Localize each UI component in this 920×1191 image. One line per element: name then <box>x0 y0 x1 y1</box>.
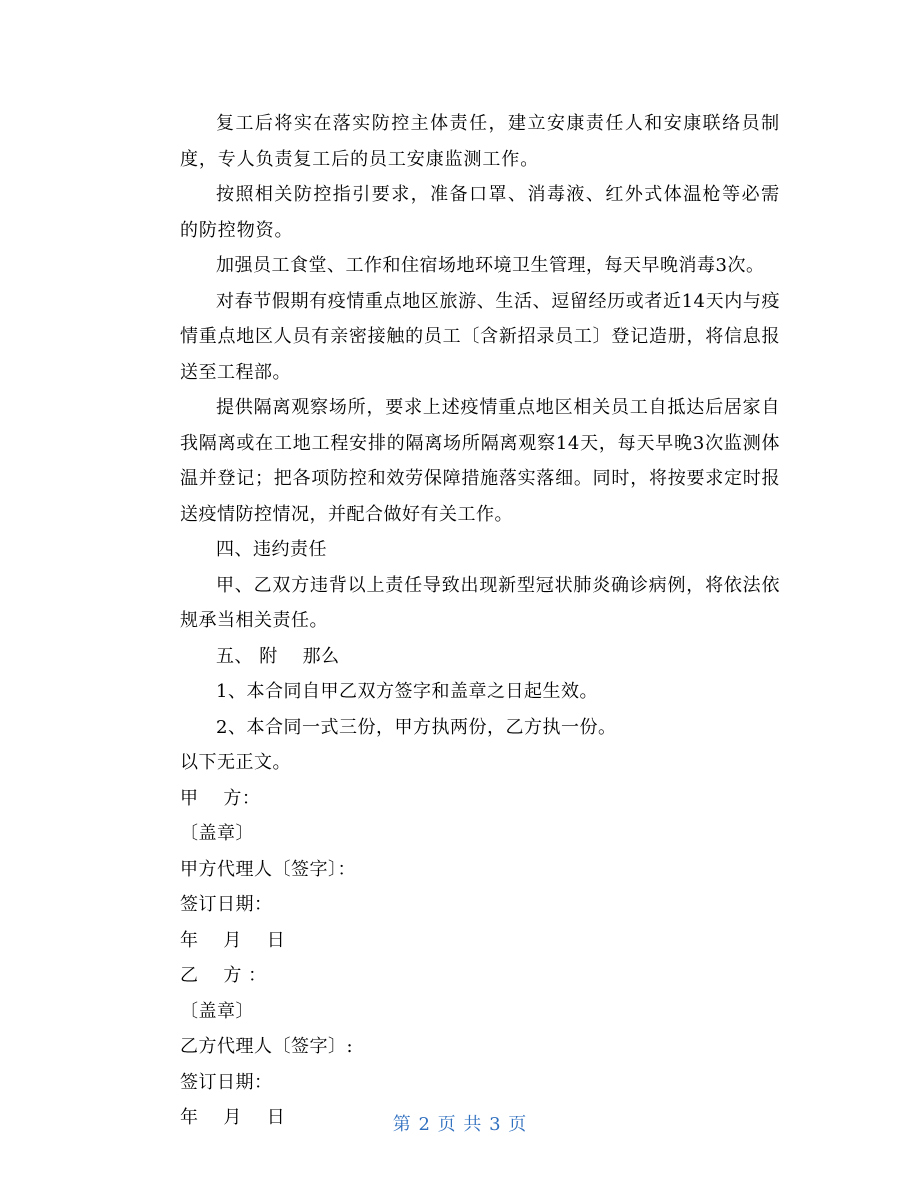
paragraph-breach: 甲、乙双方违背以上责任导致出现新型冠状肺炎确诊病例，将依法依规承当相关责任。 <box>180 574 780 631</box>
clause-copies: 2、本合同一式三份，甲方执两份，乙方执一份。 <box>216 716 617 738</box>
clause-effective: 1、本合同自甲乙双方签字和盖章之日起生效。 <box>216 681 598 702</box>
section-heading-breach: 四、违约责任 <box>216 539 327 560</box>
end-of-text: 以下无正文。 <box>180 752 291 773</box>
party-a-label: 甲 方： <box>180 787 261 809</box>
signature-block <box>180 745 780 1136</box>
party-a-agent-signature: 甲方代理人〔签字〕： <box>180 858 356 880</box>
paragraph-isolation: 提供隔离观察场所，要求上述疫情重点地区相关员工自抵达后居家自我隔离或在工地工程安排的隔离场所隔离观察14天，每天早晚3次监测体温并登记；把各项防控和效劳保障措施落实落细。同时，将按要求定时报送疫情防控情况，并配合做好有关工作。 <box>180 397 780 525</box>
party-a-sign-date-label: 签订日期： <box>180 894 273 915</box>
paragraph-registration: 对春节假期有疫情重点地区旅游、生活、逗留经历或者近14天内与疫情重点地区人员有亲密接触的员工〔含新招录员工〕登记造册，将信息报送至工程部。 <box>180 290 780 383</box>
party-b-label: 乙 方 ： <box>180 965 267 986</box>
party-b-seal: 〔盖章〕 <box>180 1000 254 1022</box>
section-heading-supplementary: 五、 附 那么 <box>216 645 340 667</box>
party-a-seal: 〔盖章〕 <box>180 823 254 844</box>
document-body <box>180 106 780 1136</box>
paragraph-responsibility: 复工后将实在落实防控主体责任，建立安康责任人和安康联络员制度，专人负责复工后的员工安康监测工作。 <box>180 113 780 170</box>
party-b-agent-signature: 乙方代理人〔签字〕: <box>180 1036 354 1057</box>
party-b-date-fields: 年 月 日 <box>180 1107 286 1128</box>
paragraph-sanitation: 加强员工食堂、工作和住宿场地环境卫生管理，每天早晚消毒3次。 <box>216 255 765 276</box>
party-a-date-fields: 年 月 日 <box>180 929 286 951</box>
party-b-sign-date-label: 签订日期： <box>180 1071 273 1093</box>
paragraph-supplies: 按照相关防控指引要求，准备口罩、消毒液、红外式体温枪等必需的防控物资。 <box>180 184 780 241</box>
page-number-footer: 第 2 页 共 3 页 <box>392 1114 528 1135</box>
